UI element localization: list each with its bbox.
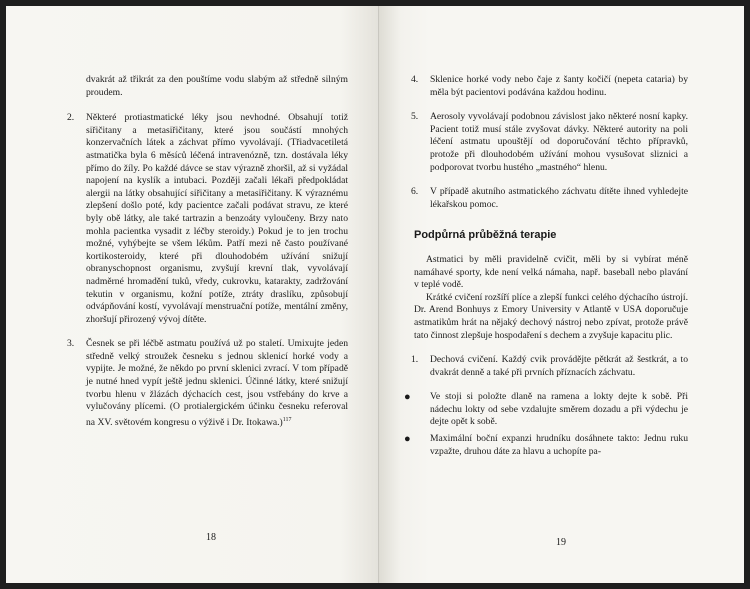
list-item-text: Aerosoly vyvolávají podobnou závislost jako některé nosní kapky. Pacient totiž musí stále zvyšovat dávky. Některé autority na poli léčení astmatu upouštějí od doporučování těchto přípravků, protože při dlouhodobém užívání mohou vysušovat sliznici a podporovat tvorbu hustého „mastného“ hlenu. xyxy=(430,111,688,173)
list-item-5 xyxy=(411,111,688,174)
footnote-reference: 117 xyxy=(282,416,292,423)
list-item-4 xyxy=(411,74,688,99)
page-number: 19 xyxy=(556,537,566,548)
list-number: 4. xyxy=(411,74,419,85)
section-heading: Podpůrná průběžná terapie xyxy=(414,229,557,242)
body-paragraph: Krátké cvičení rozšíří plíce a zlepší funkci celého dýchacího ústrojí. Dr. Arend Bonhuys z Emory University v Atlantě v USA doporučuje astmatikům hrát na nějaký dechový nástroj nebo zpívat, protože právě tato činnost zlepšuje hospodaření s dechem a zvyšuje kapacitu plic. xyxy=(414,291,688,341)
page-number: 18 xyxy=(206,532,216,543)
right-page-text xyxy=(404,74,688,458)
right-page xyxy=(379,6,744,583)
list-number: 1. xyxy=(411,354,419,366)
list-item-text: Některé protiastmatické léky jsou nevhodné. Obsahují totiž siřičitany a metasiřičitany, které jsou součástí mnohých konzervačních látek a záchvat přímo vyvolávají. (Třiadvacetiletá astmatička byla 6 měsíců léčená intravenózně, tzn. dostávala léky přímo do žíly. Po každé dávce se stav výrazně zhoršil, až si vyžádal napojení na kyslík a intubaci. Později začali lékaři předpokládat alergii na látky obsahující siřičitany a metasiřičitany. K výraznému zlepšení došlo poté, kdy pacientce začali podávat stravu, ze které byly obě látky, ale také tartrazin a benzoáty vyloučeny. Brzy nato mohla pacientka vysadit z léčby steroidy.) Pokud je to jen trochu možné, vyhýbejte se všem lékům. Patří mezi ně často používané kortikosteroidy, které při dlouhodobém užívání snižují obranyschopnost organismu, zvyšují krevní tlak, vyvolávají nadměrné hromadění tuků, vředy, cukrovku, katarakty, zadržování tekutin v organismu, kožní potíže, ztráty draslíku, způsobují odvápňování kostí, vyvolávají menstruační potíže, mentální změny, zhoršují přirozený vývoj dítěte. xyxy=(86,112,348,325)
list-item-text: Česnek se při léčbě astmatu používá už po staletí. Umixujte jeden středně velký stroužek česneku s jednou sklenicí horké vody a vypijte. Je možné, že někdo po první sklenici zvrací. V tom případě je nutné hned vypít ještě jednu sklenici. Účinné látky, které snižují tvorbu hlenu v žlázách dýchacích cest, jsou vstřebány do krve a vylučovány plícemi. (O protialergickém účinku česneku referoval na XV. světovém kongresu o výživě i Dr. Itokawa.) xyxy=(86,338,348,429)
left-page xyxy=(6,6,379,583)
list-number: 2. xyxy=(67,112,75,124)
list-number: 3. xyxy=(67,338,75,350)
bullet-item-2 xyxy=(404,433,688,458)
continuation-paragraph: dvakrát až třikrát za den pouštíme vodu slabým až středně silným proudem. xyxy=(86,74,348,98)
bullet-item-1 xyxy=(404,391,688,429)
list-item-text: Dechová cvičení. Každý cvik provádějte pětkrát až šestkrát, a to dvakrát denně a také při prvních příznacích záchvatu. xyxy=(430,354,688,378)
body-paragraph: Astmatici by měli pravidelně cvičit, měli by si vybírat méně namáhavé sporty, kde není velká námaha, např. baseball nebo plavání v teplé vodě. xyxy=(414,253,688,291)
bullet-icon: ● xyxy=(404,391,411,404)
list-item-text: Sklenice horké vody nebo čaje z šanty kočičí (nepeta cataria) by měla být pacientovi podávána každou hodinu. xyxy=(430,74,688,98)
left-page-text xyxy=(67,74,348,430)
list-number: 6. xyxy=(411,186,419,198)
list-item-3 xyxy=(67,338,348,429)
bullet-text: Ve stoji si položte dlaně na ramena a lokty dejte k sobě. Při nádechu lokty od sebe vzdalujte směrem dozadu a při výdechu je dejte opět k sobě. xyxy=(430,391,688,428)
bullet-icon: ● xyxy=(404,433,411,446)
book-spread xyxy=(6,6,744,583)
sub-list-item-1 xyxy=(411,354,688,379)
list-number: 5. xyxy=(411,111,419,123)
list-item-text: V případě akutního astmatického záchvatu dítěte ihned vyhledejte lékařskou pomoc. xyxy=(430,186,688,210)
list-item-2 xyxy=(67,112,348,326)
list-item-6 xyxy=(411,186,688,211)
bullet-text: Maximální boční expanzi hrudníku dosáhnete takto: Jednu ruku vzpažte, druhou dáte za hlavu a uchopíte pa- xyxy=(430,433,688,457)
